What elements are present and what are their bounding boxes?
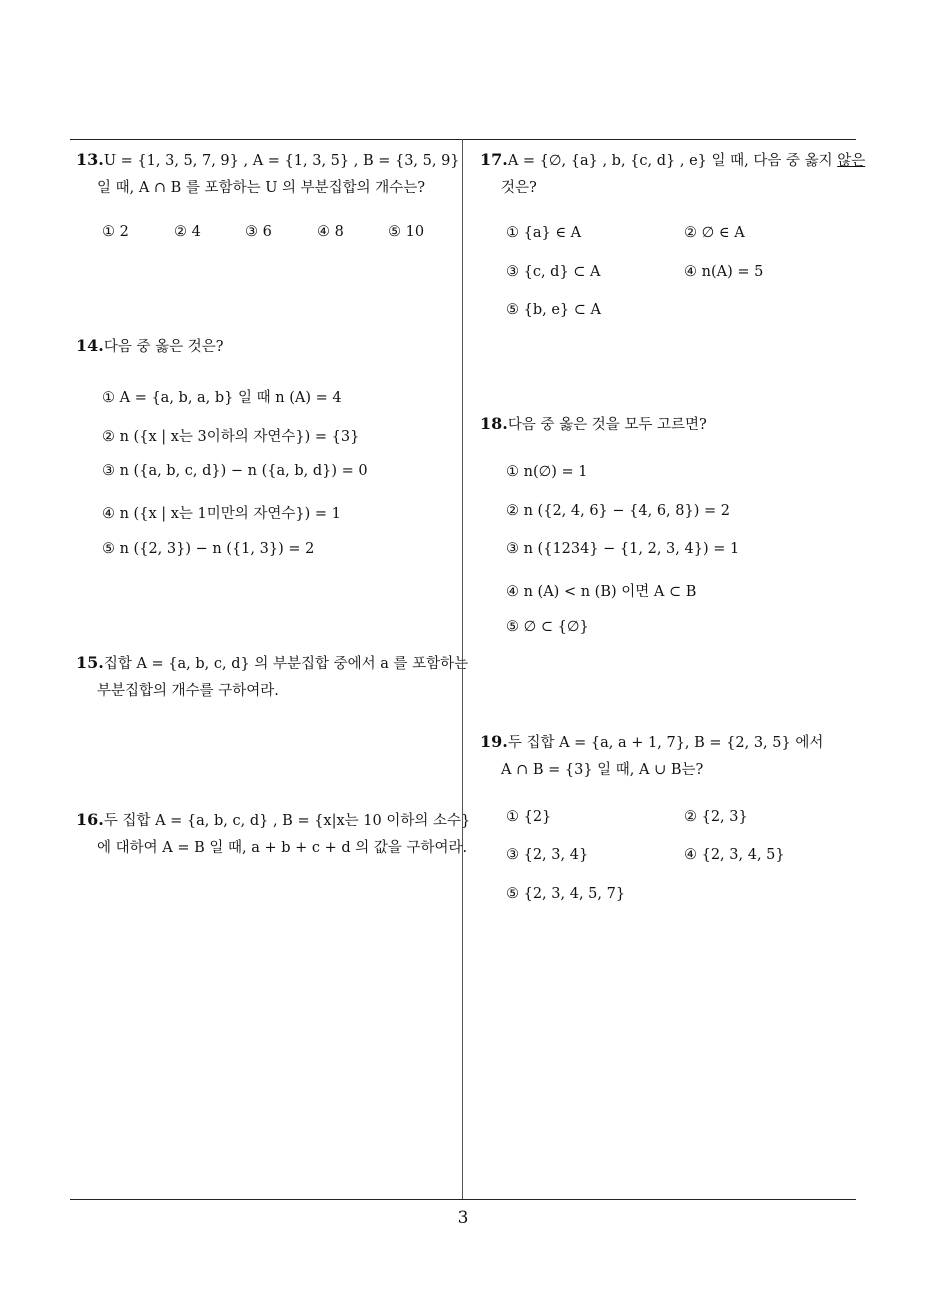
bottom-rule	[70, 1199, 856, 1200]
top-rule	[70, 139, 856, 140]
question-number: 17.	[480, 150, 508, 169]
question-number: 19.	[480, 732, 508, 751]
question-15	[76, 649, 468, 705]
option-3[interactable]: ③ n ({a, b, c, d}) − n ({a, b, d}) = 0	[102, 463, 368, 479]
option-5[interactable]: ⑤ ∅ ⊂ {∅}	[506, 619, 589, 635]
question-text: U = {1, 3, 5, 7, 9} , A = {1, 3, 5} , B = {3, 5, 9}	[103, 153, 460, 169]
option-1[interactable]: ① {a} ∈ A	[506, 225, 582, 241]
option-3[interactable]: ③ {c, d} ⊂ A	[506, 264, 601, 280]
question-text: 다음 중 옳은 것을 모두 고르면?	[507, 417, 707, 433]
option-5[interactable]: ⑤ {2, 3, 4, 5, 7}	[506, 886, 626, 902]
option-2[interactable]: ② n ({2, 4, 6} − {4, 6, 8}) = 2	[506, 503, 730, 519]
option-1[interactable]: ① A = {a, b, a, b} 일 때 n (A) = 4	[102, 390, 342, 406]
question-text: A = {∅, {a} , b, {c, d} , e} 일 때, 다음 중 옳지	[507, 153, 838, 169]
option-5[interactable]: ⑤ 10	[388, 224, 425, 240]
option-3[interactable]: ③ {2, 3, 4}	[506, 847, 589, 863]
question-text: 집합 A = {a, b, c, d} 의 부분집합 중에서 a 를 포함하는	[103, 656, 469, 672]
question-text: 두 집합 A = {a, b, c, d} , B = {x|x는 10 이하의 소수}	[103, 813, 471, 829]
option-3[interactable]: ③ n ({1234} − {1, 2, 3, 4}) = 1	[506, 541, 740, 557]
question-16	[76, 806, 470, 862]
underlined-keyword: 않은	[837, 153, 866, 169]
option-4[interactable]: ④ n (A) < n (B) 이면 A ⊂ B	[506, 584, 697, 600]
question-text: 부분집합의 개수를 구하여라.	[97, 683, 279, 699]
question-19	[480, 728, 823, 784]
question-17	[480, 146, 865, 202]
option-4[interactable]: ④ n(A) = 5	[684, 264, 764, 280]
option-5[interactable]: ⑤ n ({2, 3}) − n ({1, 3}) = 2	[102, 541, 315, 557]
question-text: 것은?	[501, 180, 537, 196]
option-1[interactable]: ① n(∅) = 1	[506, 464, 588, 480]
option-5[interactable]: ⑤ {b, e} ⊂ A	[506, 302, 601, 318]
question-number: 16.	[76, 810, 104, 829]
option-2[interactable]: ② ∅ ∈ A	[684, 225, 745, 241]
option-2[interactable]: ② {2, 3}	[684, 809, 748, 825]
option-2[interactable]: ② 4	[174, 224, 201, 240]
question-18	[480, 410, 707, 439]
question-13	[76, 146, 460, 202]
question-text: A ∩ B = {3} 일 때, A ∪ B는?	[501, 762, 704, 778]
question-number: 14.	[76, 336, 104, 355]
question-text: 다음 중 옳은 것은?	[103, 339, 224, 355]
page-number: 3	[457, 1208, 469, 1228]
question-text: 일 때, A ∩ B 를 포함하는 U 의 부분집합의 개수는?	[97, 180, 426, 196]
question-text: 에 대하여 A = B 일 때, a + b + c + d 의 값을 구하여라.	[97, 840, 468, 856]
option-1[interactable]: ① {2}	[506, 809, 552, 825]
option-4[interactable]: ④ {2, 3, 4, 5}	[684, 847, 785, 863]
question-number: 18.	[480, 414, 508, 433]
question-number: 15.	[76, 653, 104, 672]
option-3[interactable]: ③ 6	[245, 224, 272, 240]
question-text: 두 집합 A = {a, a + 1, 7}, B = {2, 3, 5} 에서	[507, 735, 824, 751]
option-1[interactable]: ① 2	[102, 224, 129, 240]
option-4[interactable]: ④ n ({x | x는 1미만의 자연수}) = 1	[102, 506, 341, 522]
question-14	[76, 332, 224, 361]
question-number: 13.	[76, 150, 104, 169]
option-4[interactable]: ④ 8	[317, 224, 344, 240]
option-2[interactable]: ② n ({x | x는 3이하의 자연수}) = {3}	[102, 429, 360, 445]
